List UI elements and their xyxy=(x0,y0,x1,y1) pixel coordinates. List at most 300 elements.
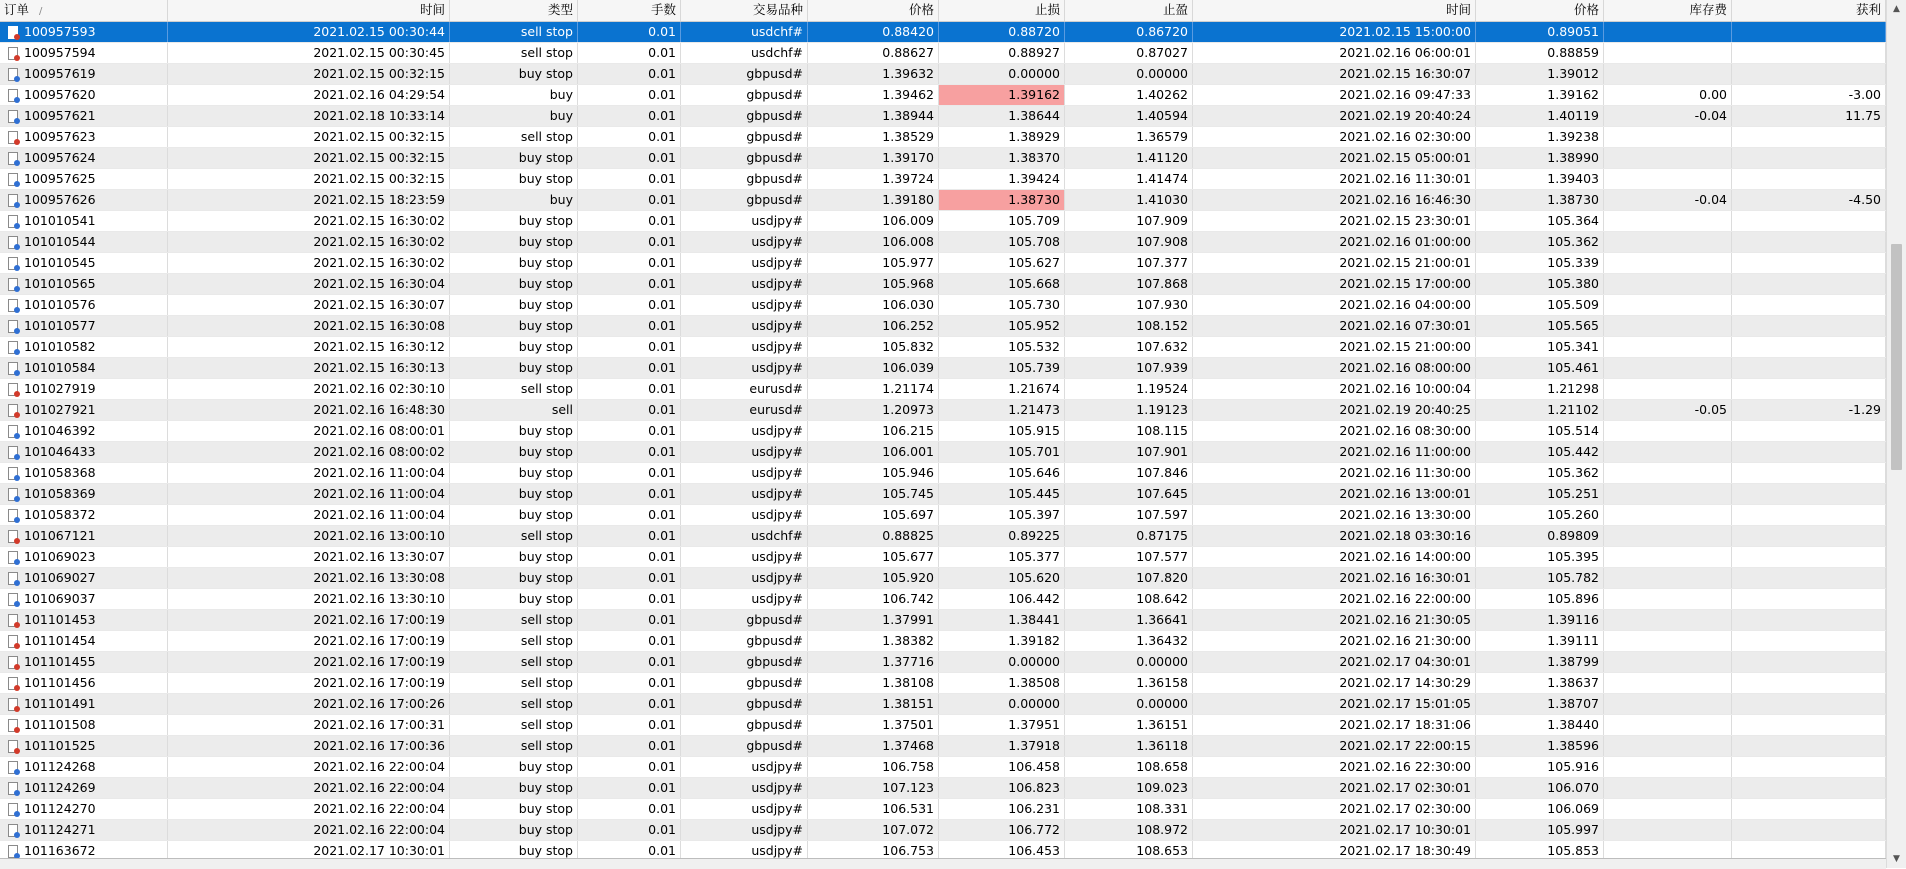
sell-order-icon xyxy=(8,383,18,396)
take-profit-cell: 1.19123 xyxy=(1065,400,1193,420)
symbol-cell: usdjpy# xyxy=(681,274,808,294)
swap-cell: 0.00 xyxy=(1604,85,1732,105)
close-time-cell: 2021.02.17 18:30:49 xyxy=(1193,841,1476,861)
order-cell xyxy=(0,190,168,210)
swap-cell xyxy=(1604,358,1732,378)
type-cell: buy xyxy=(450,85,578,105)
symbol-cell: eurusd# xyxy=(681,400,808,420)
open-time-cell: 2021.02.15 16:30:08 xyxy=(168,316,450,336)
stop-loss-cell: 1.38370 xyxy=(939,148,1065,168)
buy-order-icon xyxy=(8,446,18,459)
stop-loss-cell: 105.708 xyxy=(939,232,1065,252)
buy-order-icon xyxy=(8,257,18,270)
column-header-label: 订单 xyxy=(4,2,30,17)
profit-cell xyxy=(1732,232,1886,252)
price-cell: 1.39462 xyxy=(808,85,939,105)
close-time-cell: 2021.02.17 10:30:01 xyxy=(1193,820,1476,840)
take-profit-cell: 108.658 xyxy=(1065,757,1193,777)
table-row[interactable] xyxy=(0,526,1886,547)
sell-order-icon xyxy=(8,530,18,543)
take-profit-cell: 107.908 xyxy=(1065,232,1193,252)
profit-cell: 11.75 xyxy=(1732,106,1886,126)
order-number: 101124271 xyxy=(24,822,96,837)
order-number: 101069023 xyxy=(24,549,96,564)
close-time-cell: 2021.02.17 04:30:01 xyxy=(1193,652,1476,672)
stop-loss-cell: 105.730 xyxy=(939,295,1065,315)
take-profit-cell: 1.41474 xyxy=(1065,169,1193,189)
price-cell: 107.072 xyxy=(808,820,939,840)
scroll-up-arrow-icon[interactable]: ▲ xyxy=(1893,4,1900,14)
close-price-cell: 105.341 xyxy=(1476,337,1604,357)
close-time-cell: 2021.02.16 06:00:01 xyxy=(1193,43,1476,63)
symbol-cell: gbpusd# xyxy=(681,736,808,756)
type-cell: sell stop xyxy=(450,526,578,546)
column-header-price[interactable]: 价格 xyxy=(808,0,939,21)
profit-cell xyxy=(1732,64,1886,84)
open-time-cell: 2021.02.17 10:30:01 xyxy=(168,841,450,861)
column-header-open-time[interactable]: 时间 xyxy=(168,0,450,21)
stop-loss-cell: 106.231 xyxy=(939,799,1065,819)
buy-order-icon xyxy=(8,89,18,102)
table-row[interactable] xyxy=(0,673,1886,694)
sell-order-icon xyxy=(8,47,18,60)
buy-order-icon xyxy=(8,803,18,816)
profit-cell xyxy=(1732,379,1886,399)
order-cell xyxy=(0,442,168,462)
profit-cell xyxy=(1732,43,1886,63)
stop-loss-cell: 105.620 xyxy=(939,568,1065,588)
close-time-cell: 2021.02.16 02:30:00 xyxy=(1193,127,1476,147)
close-price-cell: 1.38730 xyxy=(1476,190,1604,210)
swap-cell xyxy=(1604,631,1732,651)
close-time-cell: 2021.02.16 11:30:01 xyxy=(1193,169,1476,189)
close-time-cell: 2021.02.16 11:00:00 xyxy=(1193,442,1476,462)
profit-cell xyxy=(1732,568,1886,588)
open-time-cell: 2021.02.15 18:23:59 xyxy=(168,190,450,210)
vertical-scrollbar[interactable] xyxy=(1886,0,1906,868)
stop-loss-cell: 1.39182 xyxy=(939,631,1065,651)
order-cell xyxy=(0,295,168,315)
price-cell: 106.531 xyxy=(808,799,939,819)
order-number: 101027919 xyxy=(24,381,96,396)
sell-order-icon xyxy=(8,656,18,669)
table-row[interactable] xyxy=(0,757,1886,778)
column-header-stop-loss[interactable]: 止损 xyxy=(939,0,1065,21)
lots-cell: 0.01 xyxy=(578,64,681,84)
take-profit-cell: 1.19524 xyxy=(1065,379,1193,399)
close-price-cell: 1.38799 xyxy=(1476,652,1604,672)
price-cell: 1.37468 xyxy=(808,736,939,756)
price-cell: 0.88420 xyxy=(808,22,939,42)
take-profit-cell: 108.331 xyxy=(1065,799,1193,819)
table-row[interactable] xyxy=(0,694,1886,715)
stop-loss-cell: 0.00000 xyxy=(939,652,1065,672)
close-price-cell: 1.21298 xyxy=(1476,379,1604,399)
table-row[interactable] xyxy=(0,421,1886,442)
close-price-cell: 1.38990 xyxy=(1476,148,1604,168)
price-cell: 1.37501 xyxy=(808,715,939,735)
order-number: 101027921 xyxy=(24,402,96,417)
price-cell: 0.88825 xyxy=(808,526,939,546)
type-cell: buy xyxy=(450,190,578,210)
swap-cell xyxy=(1604,22,1732,42)
order-cell xyxy=(0,463,168,483)
open-time-cell: 2021.02.15 16:30:13 xyxy=(168,358,450,378)
profit-cell xyxy=(1732,337,1886,357)
buy-order-icon xyxy=(8,236,18,249)
symbol-cell: gbpusd# xyxy=(681,85,808,105)
order-number: 100957619 xyxy=(24,66,96,81)
swap-cell xyxy=(1604,694,1732,714)
lots-cell: 0.01 xyxy=(578,610,681,630)
table-row[interactable] xyxy=(0,22,1886,43)
lots-cell: 0.01 xyxy=(578,232,681,252)
order-cell xyxy=(0,148,168,168)
swap-cell xyxy=(1604,484,1732,504)
close-time-cell: 2021.02.16 13:30:00 xyxy=(1193,505,1476,525)
take-profit-cell: 108.972 xyxy=(1065,820,1193,840)
symbol-cell: usdjpy# xyxy=(681,295,808,315)
table-row[interactable] xyxy=(0,64,1886,85)
lots-cell: 0.01 xyxy=(578,484,681,504)
profit-cell xyxy=(1732,316,1886,336)
table-row[interactable] xyxy=(0,232,1886,253)
open-time-cell: 2021.02.16 13:30:08 xyxy=(168,568,450,588)
type-cell: sell stop xyxy=(450,127,578,147)
close-price-cell: 105.260 xyxy=(1476,505,1604,525)
table-row[interactable] xyxy=(0,169,1886,190)
take-profit-cell: 0.00000 xyxy=(1065,652,1193,672)
profit-cell xyxy=(1732,673,1886,693)
swap-cell xyxy=(1604,715,1732,735)
symbol-cell: usdchf# xyxy=(681,526,808,546)
table-row[interactable] xyxy=(0,610,1886,631)
take-profit-cell: 108.653 xyxy=(1065,841,1193,861)
close-time-cell: 2021.02.16 21:30:05 xyxy=(1193,610,1476,630)
order-number: 101067121 xyxy=(24,528,96,543)
open-time-cell: 2021.02.16 22:00:04 xyxy=(168,778,450,798)
order-cell xyxy=(0,64,168,84)
lots-cell: 0.01 xyxy=(578,631,681,651)
open-time-cell: 2021.02.16 04:29:54 xyxy=(168,85,450,105)
take-profit-cell: 1.36158 xyxy=(1065,673,1193,693)
price-cell: 1.37716 xyxy=(808,652,939,672)
symbol-cell: gbpusd# xyxy=(681,127,808,147)
take-profit-cell: 1.40594 xyxy=(1065,106,1193,126)
sell-order-icon xyxy=(8,614,18,627)
lots-cell: 0.01 xyxy=(578,127,681,147)
stop-loss-cell: 105.646 xyxy=(939,463,1065,483)
table-row[interactable] xyxy=(0,316,1886,337)
open-time-cell: 2021.02.15 16:30:02 xyxy=(168,211,450,231)
profit-cell xyxy=(1732,169,1886,189)
table-row[interactable] xyxy=(0,190,1886,211)
table-row[interactable] xyxy=(0,652,1886,673)
order-cell xyxy=(0,127,168,147)
order-number: 101101453 xyxy=(24,612,96,627)
swap-cell: -0.05 xyxy=(1604,400,1732,420)
stop-loss-cell: 106.772 xyxy=(939,820,1065,840)
table-row[interactable] xyxy=(0,358,1886,379)
price-cell: 1.39170 xyxy=(808,148,939,168)
swap-cell xyxy=(1604,337,1732,357)
price-cell: 1.38382 xyxy=(808,631,939,651)
table-row[interactable] xyxy=(0,127,1886,148)
table-row[interactable] xyxy=(0,442,1886,463)
stop-loss-cell: 1.21674 xyxy=(939,379,1065,399)
close-price-cell: 105.362 xyxy=(1476,463,1604,483)
swap-cell: -0.04 xyxy=(1604,190,1732,210)
order-number: 101010582 xyxy=(24,339,96,354)
order-cell xyxy=(0,736,168,756)
order-cell xyxy=(0,421,168,441)
take-profit-cell: 108.115 xyxy=(1065,421,1193,441)
swap-cell xyxy=(1604,505,1732,525)
swap-cell xyxy=(1604,43,1732,63)
price-cell: 105.677 xyxy=(808,547,939,567)
price-cell: 106.008 xyxy=(808,232,939,252)
take-profit-cell: 107.846 xyxy=(1065,463,1193,483)
take-profit-cell: 1.36579 xyxy=(1065,127,1193,147)
close-time-cell: 2021.02.15 23:30:01 xyxy=(1193,211,1476,231)
take-profit-cell: 107.901 xyxy=(1065,442,1193,462)
take-profit-cell: 108.642 xyxy=(1065,589,1193,609)
close-time-cell: 2021.02.15 15:00:00 xyxy=(1193,22,1476,42)
stop-loss-cell: 1.37918 xyxy=(939,736,1065,756)
close-price-cell: 105.782 xyxy=(1476,568,1604,588)
table-row[interactable] xyxy=(0,547,1886,568)
table-row[interactable] xyxy=(0,778,1886,799)
type-cell: buy stop xyxy=(450,232,578,252)
order-number: 101124270 xyxy=(24,801,96,816)
order-cell xyxy=(0,211,168,231)
symbol-cell: usdjpy# xyxy=(681,757,808,777)
table-row[interactable] xyxy=(0,253,1886,274)
lots-cell: 0.01 xyxy=(578,400,681,420)
symbol-cell: usdjpy# xyxy=(681,799,808,819)
column-header-order[interactable] xyxy=(0,0,168,21)
order-number: 101101454 xyxy=(24,633,96,648)
take-profit-cell: 1.36118 xyxy=(1065,736,1193,756)
lots-cell: 0.01 xyxy=(578,379,681,399)
close-time-cell: 2021.02.17 22:00:15 xyxy=(1193,736,1476,756)
table-row[interactable] xyxy=(0,400,1886,421)
lots-cell: 0.01 xyxy=(578,799,681,819)
scroll-down-arrow-icon[interactable]: ▼ xyxy=(1893,854,1900,864)
table-row[interactable] xyxy=(0,148,1886,169)
profit-cell xyxy=(1732,736,1886,756)
order-cell xyxy=(0,316,168,336)
close-time-cell: 2021.02.16 21:30:00 xyxy=(1193,631,1476,651)
buy-order-icon xyxy=(8,824,18,837)
lots-cell: 0.01 xyxy=(578,526,681,546)
lots-cell: 0.01 xyxy=(578,337,681,357)
take-profit-cell: 107.632 xyxy=(1065,337,1193,357)
symbol-cell: usdjpy# xyxy=(681,841,808,861)
type-cell: sell stop xyxy=(450,715,578,735)
close-time-cell: 2021.02.19 20:40:24 xyxy=(1193,106,1476,126)
column-header-type[interactable]: 类型 xyxy=(450,0,578,21)
order-number: 100957624 xyxy=(24,150,96,165)
close-time-cell: 2021.02.17 02:30:00 xyxy=(1193,799,1476,819)
take-profit-cell: 1.40262 xyxy=(1065,85,1193,105)
profit-cell xyxy=(1732,127,1886,147)
table-row[interactable] xyxy=(0,799,1886,820)
symbol-cell: gbpusd# xyxy=(681,673,808,693)
type-cell: buy stop xyxy=(450,148,578,168)
symbol-cell: usdchf# xyxy=(681,22,808,42)
order-number: 101010541 xyxy=(24,213,96,228)
table-row[interactable] xyxy=(0,43,1886,64)
close-price-cell: 105.916 xyxy=(1476,757,1604,777)
stop-loss-cell: 0.88720 xyxy=(939,22,1065,42)
profit-cell: -1.29 xyxy=(1732,400,1886,420)
close-time-cell: 2021.02.15 17:00:00 xyxy=(1193,274,1476,294)
price-cell: 106.758 xyxy=(808,757,939,777)
table-row[interactable] xyxy=(0,820,1886,841)
profit-cell xyxy=(1732,274,1886,294)
open-time-cell: 2021.02.15 16:30:12 xyxy=(168,337,450,357)
swap-cell xyxy=(1604,610,1732,630)
stop-loss-cell: 105.915 xyxy=(939,421,1065,441)
take-profit-cell: 0.86720 xyxy=(1065,22,1193,42)
table-row[interactable] xyxy=(0,106,1886,127)
swap-cell xyxy=(1604,316,1732,336)
swap-cell xyxy=(1604,442,1732,462)
buy-order-icon xyxy=(8,278,18,291)
type-cell: buy stop xyxy=(450,421,578,441)
close-price-cell: 105.251 xyxy=(1476,484,1604,504)
take-profit-cell: 1.36641 xyxy=(1065,610,1193,630)
take-profit-cell: 107.577 xyxy=(1065,547,1193,567)
symbol-cell: gbpusd# xyxy=(681,64,808,84)
table-row[interactable] xyxy=(0,295,1886,316)
symbol-cell: usdjpy# xyxy=(681,337,808,357)
open-time-cell: 2021.02.15 00:30:44 xyxy=(168,22,450,42)
profit-cell xyxy=(1732,505,1886,525)
swap-cell xyxy=(1604,211,1732,231)
open-time-cell: 2021.02.16 02:30:10 xyxy=(168,379,450,399)
table-row[interactable] xyxy=(0,274,1886,295)
lots-cell: 0.01 xyxy=(578,442,681,462)
column-header-swap[interactable]: 库存费 xyxy=(1604,0,1732,21)
table-row[interactable] xyxy=(0,337,1886,358)
order-cell xyxy=(0,85,168,105)
price-cell: 106.039 xyxy=(808,358,939,378)
order-number: 101010565 xyxy=(24,276,96,291)
profit-cell xyxy=(1732,631,1886,651)
order-cell xyxy=(0,673,168,693)
order-number: 101101455 xyxy=(24,654,96,669)
column-header-lots[interactable]: 手数 xyxy=(578,0,681,21)
table-row[interactable] xyxy=(0,589,1886,610)
type-cell: buy stop xyxy=(450,505,578,525)
column-header-close-time[interactable]: 时间 xyxy=(1193,0,1476,21)
stop-loss-cell: 105.445 xyxy=(939,484,1065,504)
column-header-symbol[interactable]: 交易品种 xyxy=(681,0,808,21)
swap-cell xyxy=(1604,799,1732,819)
table-row[interactable] xyxy=(0,211,1886,232)
stop-loss-cell: 1.38441 xyxy=(939,610,1065,630)
price-cell: 1.38151 xyxy=(808,694,939,714)
close-time-cell: 2021.02.16 16:30:01 xyxy=(1193,568,1476,588)
table-row[interactable] xyxy=(0,631,1886,652)
close-price-cell: 105.442 xyxy=(1476,442,1604,462)
order-number: 101163672 xyxy=(24,843,96,858)
table-row[interactable] xyxy=(0,568,1886,589)
symbol-cell: gbpusd# xyxy=(681,148,808,168)
price-cell: 1.38108 xyxy=(808,673,939,693)
close-price-cell: 0.89809 xyxy=(1476,526,1604,546)
type-cell: buy stop xyxy=(450,211,578,231)
sell-order-icon xyxy=(8,677,18,690)
stop-loss-cell: 105.701 xyxy=(939,442,1065,462)
open-time-cell: 2021.02.16 16:48:30 xyxy=(168,400,450,420)
scrollbar-thumb[interactable] xyxy=(1891,244,1902,470)
buy-order-icon xyxy=(8,467,18,480)
close-price-cell: 105.853 xyxy=(1476,841,1604,861)
take-profit-cell: 107.377 xyxy=(1065,253,1193,273)
stop-loss-cell: 106.453 xyxy=(939,841,1065,861)
open-time-cell: 2021.02.15 00:30:45 xyxy=(168,43,450,63)
close-price-cell: 105.339 xyxy=(1476,253,1604,273)
table-row[interactable] xyxy=(0,505,1886,526)
close-time-cell: 2021.02.16 08:30:00 xyxy=(1193,421,1476,441)
lots-cell: 0.01 xyxy=(578,85,681,105)
open-time-cell: 2021.02.15 16:30:02 xyxy=(168,253,450,273)
buy-order-icon xyxy=(8,782,18,795)
symbol-cell: gbpusd# xyxy=(681,610,808,630)
lots-cell: 0.01 xyxy=(578,295,681,315)
lots-cell: 0.01 xyxy=(578,652,681,672)
order-number: 101124269 xyxy=(24,780,96,795)
price-cell: 1.39724 xyxy=(808,169,939,189)
close-time-cell: 2021.02.17 02:30:01 xyxy=(1193,778,1476,798)
swap-cell xyxy=(1604,127,1732,147)
profit-cell xyxy=(1732,715,1886,735)
lots-cell: 0.01 xyxy=(578,169,681,189)
close-price-cell: 106.069 xyxy=(1476,799,1604,819)
open-time-cell: 2021.02.16 17:00:31 xyxy=(168,715,450,735)
type-cell: buy stop xyxy=(450,778,578,798)
table-row[interactable] xyxy=(0,85,1886,106)
order-number: 100957593 xyxy=(24,24,96,39)
column-header-close-price[interactable]: 价格 xyxy=(1476,0,1604,21)
table-row[interactable] xyxy=(0,463,1886,484)
table-row[interactable] xyxy=(0,379,1886,400)
close-time-cell: 2021.02.16 22:30:00 xyxy=(1193,757,1476,777)
lots-cell: 0.01 xyxy=(578,694,681,714)
table-row[interactable] xyxy=(0,715,1886,736)
order-number: 101101491 xyxy=(24,696,96,711)
order-cell xyxy=(0,820,168,840)
close-time-cell: 2021.02.17 18:31:06 xyxy=(1193,715,1476,735)
order-number: 101010577 xyxy=(24,318,96,333)
order-cell xyxy=(0,778,168,798)
symbol-cell: usdjpy# xyxy=(681,820,808,840)
column-header-take-profit[interactable]: 止盈 xyxy=(1065,0,1193,21)
type-cell: buy stop xyxy=(450,253,578,273)
profit-cell xyxy=(1732,22,1886,42)
close-price-cell: 105.565 xyxy=(1476,316,1604,336)
take-profit-cell: 0.87027 xyxy=(1065,43,1193,63)
table-row[interactable] xyxy=(0,736,1886,757)
order-number: 101010576 xyxy=(24,297,96,312)
table-row[interactable] xyxy=(0,484,1886,505)
column-header-profit[interactable]: 获利 xyxy=(1732,0,1886,21)
take-profit-cell: 107.930 xyxy=(1065,295,1193,315)
take-profit-cell: 1.41030 xyxy=(1065,190,1193,210)
